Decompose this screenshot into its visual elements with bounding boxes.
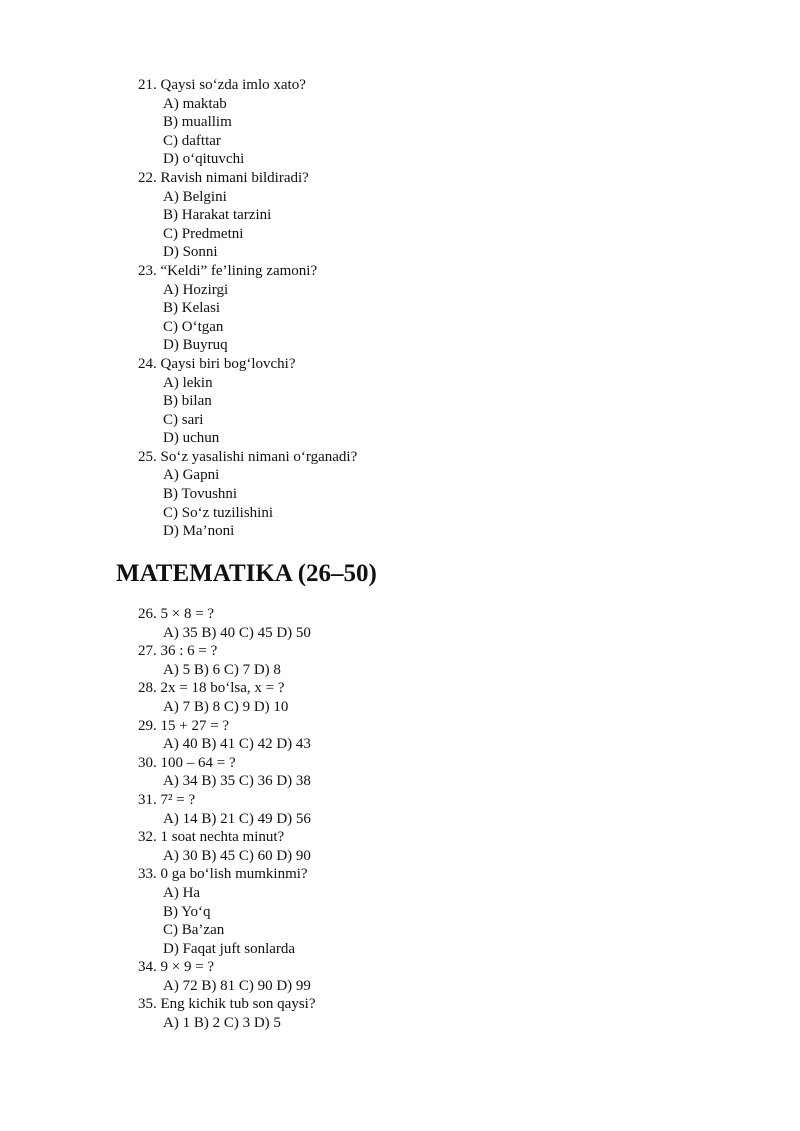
answer-option: D) uchun: [163, 430, 220, 447]
answer-option: D) Buyruq: [163, 337, 228, 354]
answer-option: A) 1 B) 2 C) 3 D) 5: [163, 1015, 281, 1032]
answer-option: A) 5 B) 6 C) 7 D) 8: [163, 661, 281, 678]
question-text: 31. 7² = ?: [138, 791, 196, 808]
question-text: 21. Qaysi so‘zda imlo xato?: [138, 77, 306, 93]
question-text: 32. 1 soat nechta minut?: [138, 829, 285, 846]
question-text: 22. Ravish nimani bildiradi?: [138, 169, 309, 186]
answer-option: C) sari: [163, 411, 204, 428]
question-text: 34. 9 × 9 = ?: [138, 959, 215, 976]
answer-option: B) bilan: [163, 393, 212, 410]
answer-option: D) Sonni: [163, 244, 218, 261]
question-list-ona-tili: [138, 76, 357, 541]
answer-option: D) Ma’noni: [163, 523, 235, 540]
answer-option: C) So‘z tuzilishini: [163, 504, 273, 521]
answer-option: C) O‘tgan: [163, 318, 224, 335]
answer-option: D) o‘qituvchi: [163, 151, 245, 168]
answer-option: A) Gapni: [163, 467, 220, 484]
question-list-matematika: [138, 605, 315, 1033]
answer-option: A) 40 B) 41 C) 42 D) 43: [163, 736, 311, 753]
question-text: 29. 15 + 27 = ?: [138, 717, 230, 734]
answer-option: A) 14 B) 21 C) 49 D) 56: [163, 810, 311, 827]
section-heading-matematika: MATEMATIKA (26–50): [116, 560, 377, 587]
answer-option: B) muallim: [163, 114, 232, 131]
question-text: 25. So‘z yasalishi nimani o‘rganadi?: [138, 448, 358, 465]
answer-option: A) 72 B) 81 C) 90 D) 99: [163, 977, 311, 994]
answer-option: A) Ha: [163, 884, 201, 901]
answer-option: B) Harakat tarzini: [163, 207, 272, 224]
question-text: 30. 100 – 64 = ?: [138, 754, 236, 771]
answer-option: B) Tovushni: [163, 486, 238, 503]
answer-option: A) 30 B) 45 C) 60 D) 90: [163, 847, 311, 864]
answer-option: A) 34 B) 35 C) 36 D) 38: [163, 773, 311, 790]
answer-option: C) dafttar: [163, 132, 221, 149]
question-text: 24. Qaysi biri bog‘lovchi?: [138, 355, 296, 372]
answer-option: B) Yo‘q: [163, 903, 211, 920]
question-text: 35. Eng kichik tub son qaysi?: [138, 996, 316, 1013]
answer-option: B) Kelasi: [163, 300, 221, 317]
answer-option: C) Ba’zan: [163, 922, 225, 939]
question-text: 33. 0 ga bo‘lish mumkinmi?: [138, 866, 308, 883]
answer-option: A) Belgini: [163, 188, 227, 205]
answer-option: A) 7 B) 8 C) 9 D) 10: [163, 698, 289, 715]
answer-option: C) Predmetni: [163, 225, 244, 242]
answer-option: A) maktab: [163, 95, 227, 112]
question-text: 27. 36 : 6 = ?: [138, 643, 218, 660]
answer-option: A) lekin: [163, 374, 213, 391]
question-text: 23. “Keldi” fe’lining zamoni?: [138, 262, 318, 279]
question-text: 26. 5 × 8 = ?: [138, 606, 215, 622]
question-text: 28. 2x = 18 bo‘lsa, x = ?: [138, 680, 285, 697]
answer-option: A) 35 B) 40 C) 45 D) 50: [163, 624, 311, 641]
answer-option: A) Hozirgi: [163, 281, 229, 298]
answer-option: D) Faqat juft sonlarda: [163, 940, 296, 957]
